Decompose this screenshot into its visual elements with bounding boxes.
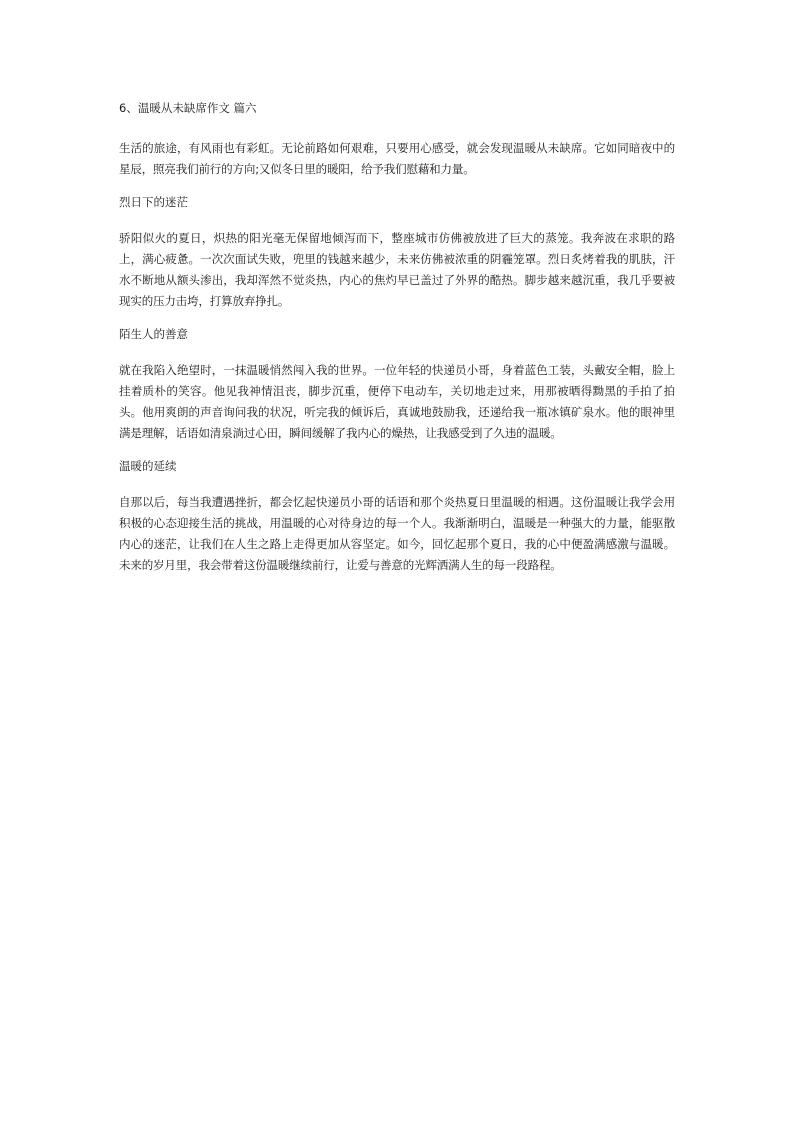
document-page [119,100,675,590]
section-body-2: 就在我陷入绝望时，一抹温暖悄然闯入我的世界。一位年轻的快递员小哥，身着蓝色工装，头戴安全帽，脸上挂着质朴的笑容。他见我神情沮丧，脚步沉重，便停下电动车，关切地走过来，用那被晒得黝黑的手拍了拍头。他用爽朗的声音询问我的状况，听完我的倾诉后，真诚地鼓励我，还递给我一瓶冰镇矿泉水。他的眼神里满是理解，话语如清泉淌过心田，瞬间缓解了我内心的燥热，让我感受到了久违的温暖。 [119,363,675,440]
intro-paragraph: 生活的旅途，有风雨也有彩虹。无论前路如何艰难，只要用心感受，就会发现温暖从未缺席。它如同暗夜中的星辰，照亮我们前行的方向;又似冬日里的暖阳，给予我们慰藉和力量。 [119,141,675,176]
section-heading-2: 陌生人的善意 [119,327,188,341]
section-heading-1: 烈日下的迷茫 [119,195,188,209]
document-title: 6、温暖从未缺席作文 篇六 [119,101,257,115]
section-heading-3: 温暖的延续 [119,459,177,473]
section-body-1: 骄阳似火的夏日，炽热的阳光毫无保留地倾泻而下，整座城市仿佛被放进了巨大的蒸笼。我奔波在求职的路上，满心疲惫。一次次面试失败，兜里的钱越来越少，未来仿佛被浓重的阴霾笼罩。烈日炙烤着我的肌肤，汗水不断地从额头渗出，我却浑然不觉炎热，内心的焦灼早已盖过了外界的酷热。脚步越来越沉重，我几乎要被现实的压力击垮，打算放弃挣扎。 [119,231,675,308]
section-body-3: 自那以后，每当我遭遇挫折，都会忆起快递员小哥的话语和那个炎热夏日里温暖的相遇。这份温暖让我学会用积极的心态迎接生活的挑战，用温暖的心对待身边的每一个人。我渐渐明白，温暖是一种强大的力量，能驱散内心的迷茫，让我们在人生之路上走得更加从容坚定。如今，回忆起那个夏日，我的心中便盈满感激与温暖。未来的岁月里，我会带着这份温暖继续前行，让爱与善意的光辉洒满人生的每一段路程。 [119,495,675,572]
